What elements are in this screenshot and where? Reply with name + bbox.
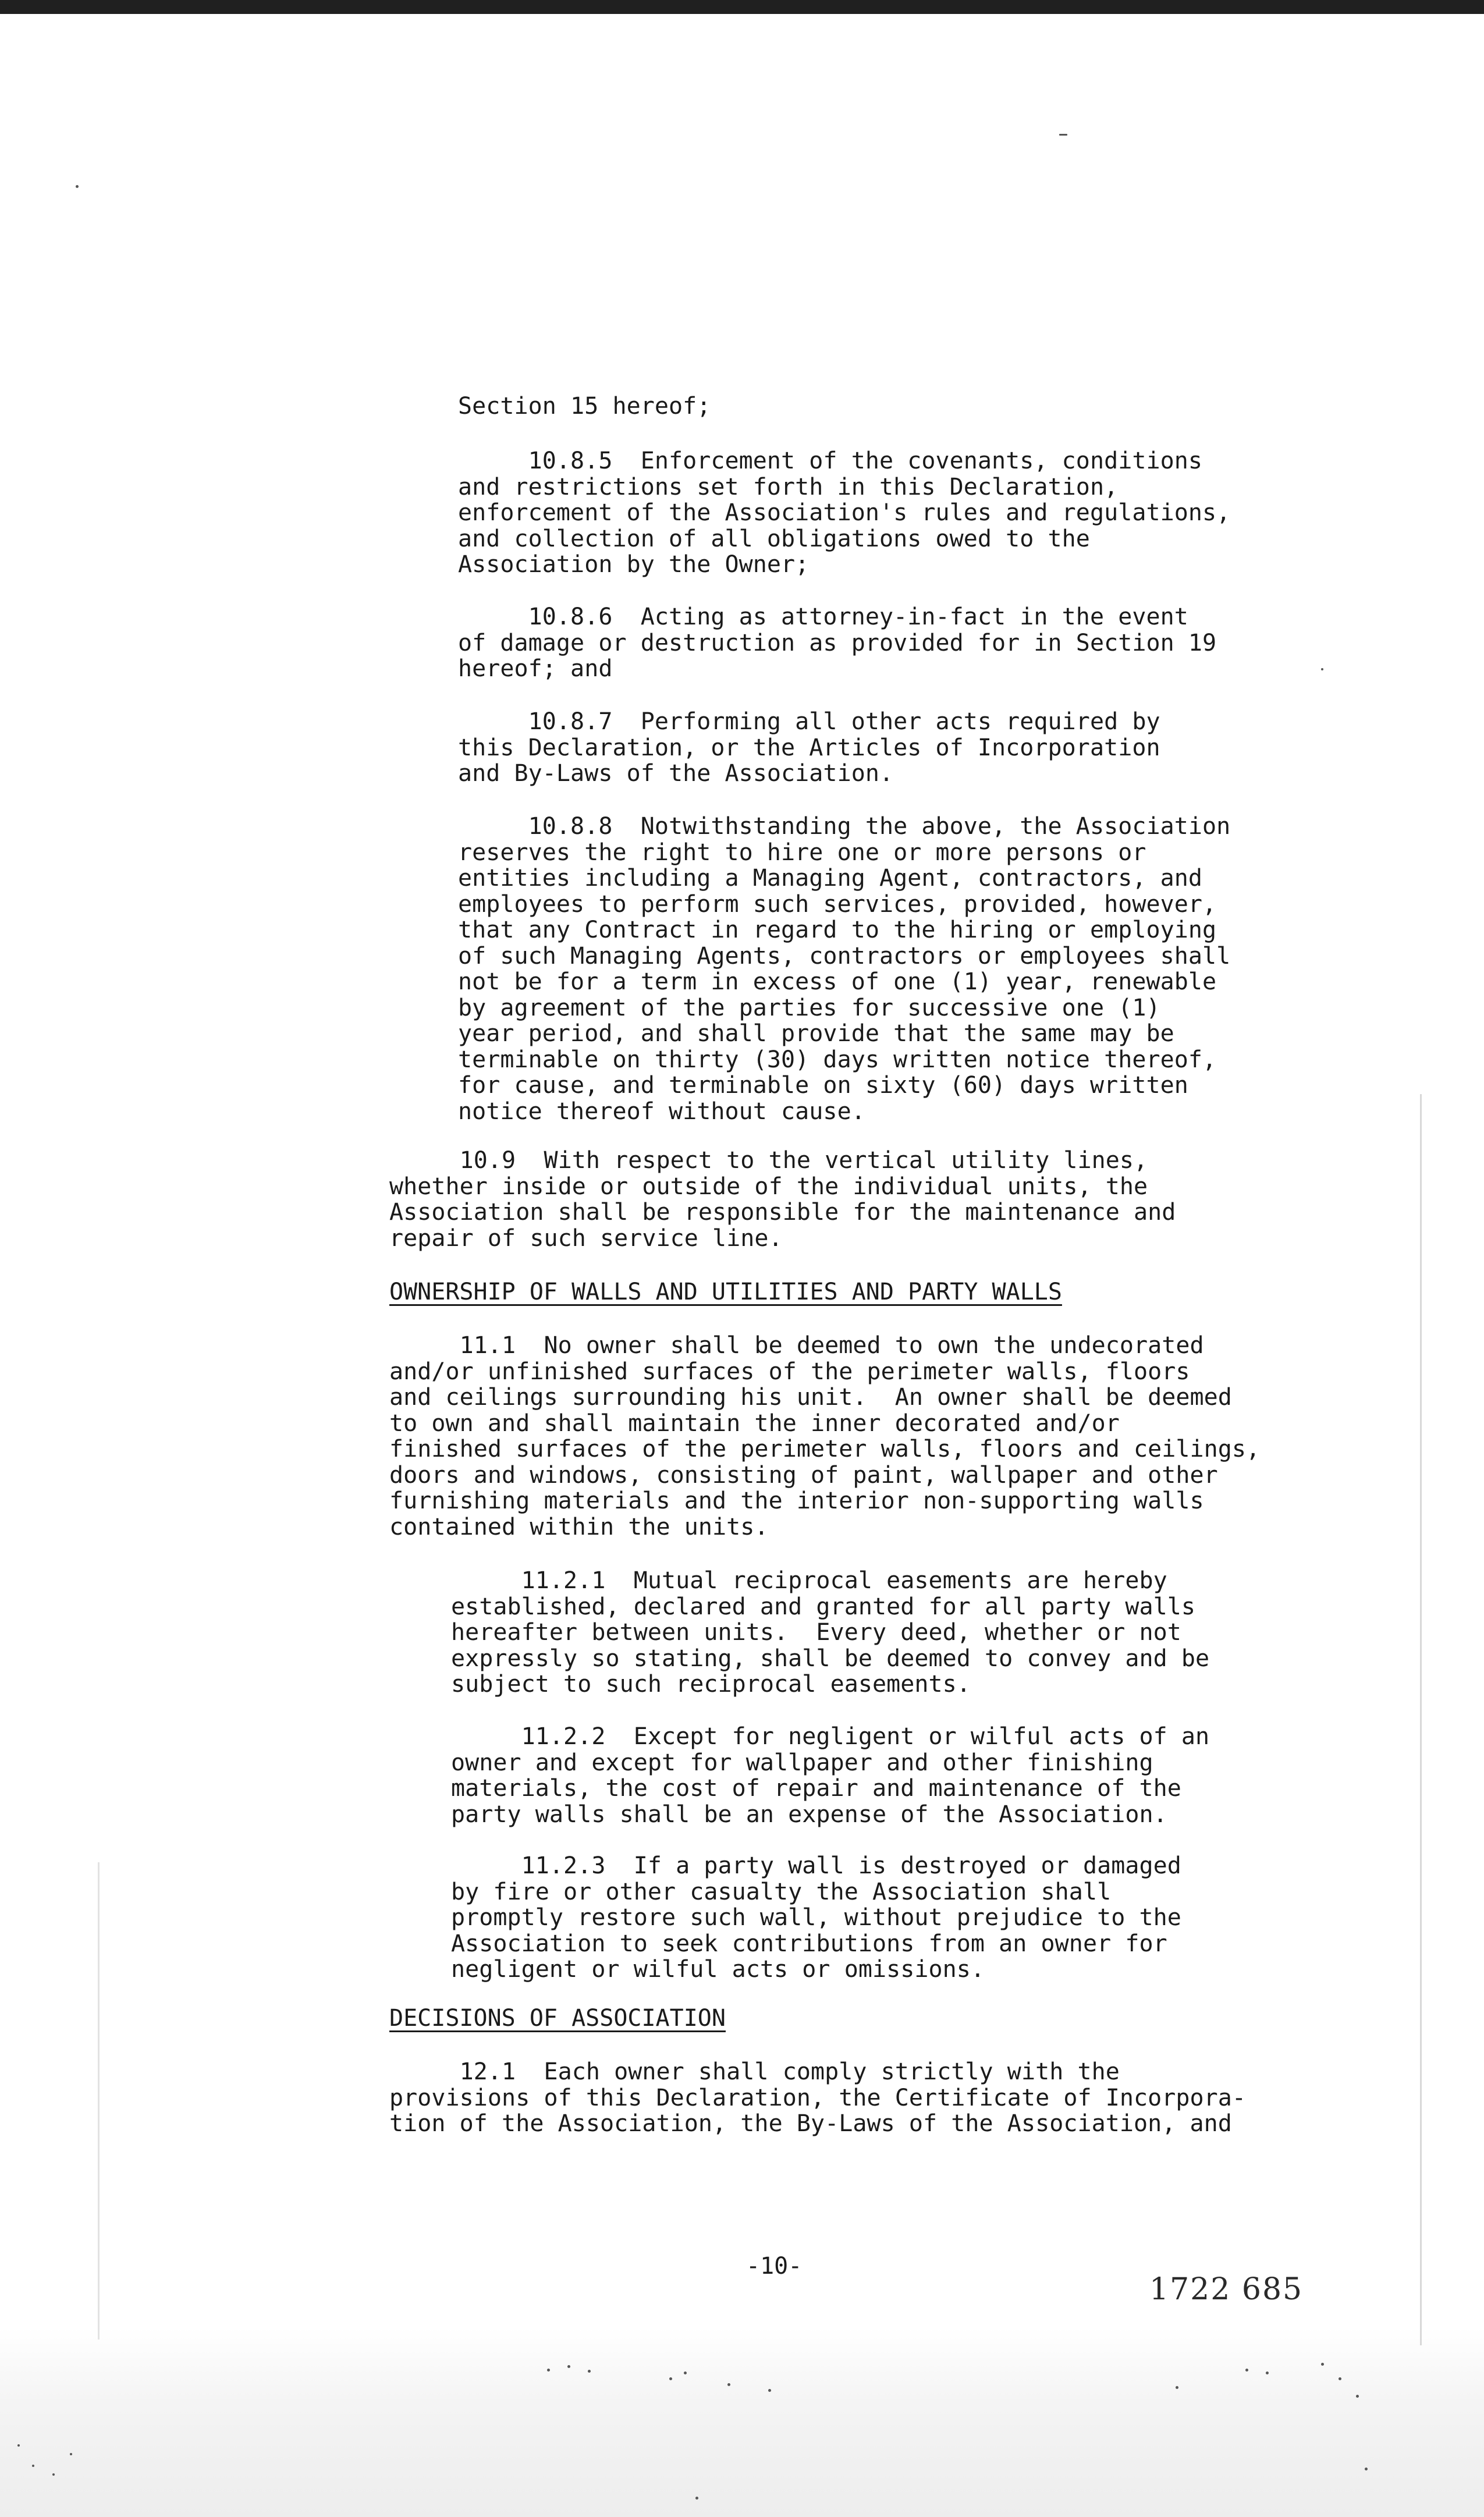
scan-speck <box>1321 668 1323 670</box>
scan-speck <box>52 2473 55 2476</box>
scan-speck <box>684 2372 687 2374</box>
paragraph-11-2-3: 11.2.3 If a party wall is destroyed or damaged by fire or other casualty the Association shall promptly restore such wall, without prejudice to the Association to seek contributions from an owner for negligent or wilful acts or omissions. <box>451 1852 1181 1983</box>
paragraph-10-8-7: 10.8.7 Performing all other acts required by this Declaration, or the Articles of Incorporation and By-Laws of the Association. <box>458 708 1160 787</box>
paragraph-12-1: 12.1 Each owner shall comply strictly with the provisions of this Declaration, the Certificate of Incorpora- tion of the Association, the By-Laws of the Association, and <box>389 2058 1247 2137</box>
scan-speck <box>17 2444 20 2447</box>
scan-speck <box>1176 2386 1178 2389</box>
scan-speck <box>669 2377 672 2380</box>
scan-speck <box>567 2365 570 2368</box>
scan-speck <box>76 185 79 188</box>
scan-speck <box>768 2389 771 2392</box>
scan-speck <box>1059 134 1067 136</box>
scan-speck <box>1245 2369 1248 2372</box>
scan-speck <box>727 2383 730 2386</box>
scan-speck <box>1339 2377 1341 2380</box>
scan-speck <box>588 2370 591 2373</box>
scan-speck <box>1266 2372 1269 2374</box>
scan-speck <box>547 2369 550 2372</box>
paragraph-11-1: 11.1 No owner shall be deemed to own the undecorated and/or unfinished surfaces of the perimeter walls, floors and ceilings surrounding his unit. An owner shall be deemed to own and shall maintain the inner decorated and/or finished surfaces of the perimeter walls, floors and ceilings, doors and windows, consisting of paint, wallpaper and other furnishing materials and the interior non-supporting walls contained within the units. <box>389 1332 1261 1540</box>
book-page-stamp: 1722 685 <box>1149 2272 1304 2307</box>
paragraph-11-2-2: 11.2.2 Except for negligent or wilful acts of an owner and except for wallpaper and other finishing materials, the cost of repair and maintenance of the party walls shall be an expense of the Association. <box>451 1723 1210 1828</box>
paragraph-section-15-hereof: Section 15 hereof; <box>458 393 711 420</box>
heading-decisions-of-association: DECISIONS OF ASSOCIATION <box>389 2005 726 2032</box>
scan-speck <box>695 2497 698 2500</box>
page-number: -10- <box>746 2253 803 2280</box>
paragraph-11-2-1: 11.2.1 Mutual reciprocal easements are hereby established, declared and granted for all party walls hereafter between units. Every deed, whether or not expressly so stating, shall be deemed to convey and be subject to such reciprocal easements. <box>451 1567 1210 1698</box>
heading-ownership-of-walls: OWNERSHIP OF WALLS AND UTILITIES AND PARTY WALLS <box>389 1279 1062 1305</box>
scan-speck <box>32 2465 34 2467</box>
paragraph-10-8-6: 10.8.6 Acting as attorney-in-fact in the event of damage or destruction as provided for in Section 19 hereof; and <box>458 603 1217 682</box>
scan-speck <box>70 2453 72 2455</box>
paragraph-10-8-8: 10.8.8 Notwithstanding the above, the Association reserves the right to hire one or more persons or entities including a Managing Agent, contractors, and employees to perform such services, provided, however, that any Contract in regard to the hiring or employing of such Managing Agents, contractors or employees shall not be for a term in excess of one (1) year, renewable by agreement of the parties for successive one (1) year period, and shall provide that the same may be terminable on thirty (30) days written notice thereof, for cause, and terminable on sixty (60) days written notice thereof without cause. <box>458 813 1231 1125</box>
scan-speck <box>1356 2395 1359 2398</box>
scan-speck <box>1365 2468 1368 2470</box>
paragraph-10-9: 10.9 With respect to the vertical utility lines, whether inside or outside of the individual units, the Association shall be responsible for the maintenance and repair of such service line. <box>389 1147 1176 1252</box>
scan-speck <box>1321 2363 1324 2366</box>
paragraph-10-8-5: 10.8.5 Enforcement of the covenants, conditions and restrictions set forth in this Declaration, enforcement of the Association's rules and regulations, and collection of all obligations owed to the Association by the Owner; <box>458 448 1231 578</box>
